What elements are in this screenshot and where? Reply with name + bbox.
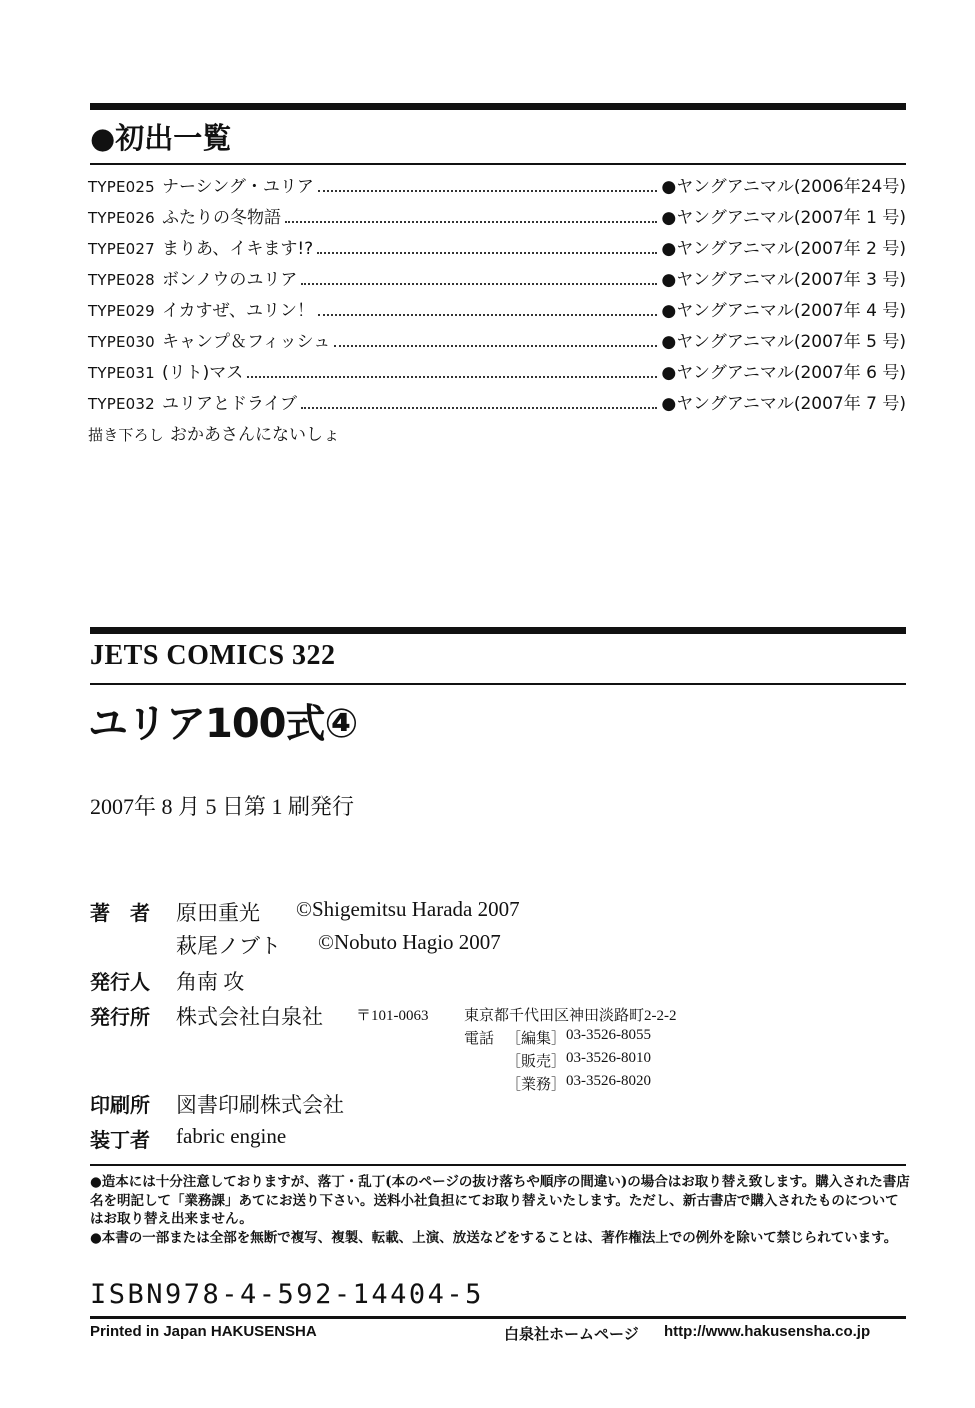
notice-paragraph: ●造本には十分注意しておりますが、落丁・乱丁(本のページの抜け落ちや順序の間違い)の場合はお取り替え致します。購入された書店名を明記して「業務課」あてにお送り下さい。送料小社負担にてお取り替えいたします。ただし、新古書店で購入されたものについてはお取り替え出来ません。	[90, 1174, 910, 1227]
list-item	[88, 265, 906, 296]
legal-notice	[90, 1173, 910, 1247]
leader-dots	[247, 375, 657, 378]
entry-title: ボンノウのユリア	[162, 270, 298, 290]
entry-number: TYPE028	[88, 271, 155, 289]
series-rule	[90, 683, 906, 685]
leader-dots	[317, 251, 657, 254]
list-item	[88, 234, 906, 265]
entry-source: ●ヤングアニマル(2007年 2 号)	[661, 239, 906, 259]
phone-number: 03-3526-8010	[566, 1050, 651, 1066]
entry-source: ●ヤングアニマル(2007年 5 号)	[661, 332, 906, 352]
footer-rule	[90, 1316, 906, 1319]
list-item	[88, 420, 906, 451]
homepage-label: 白泉社ホームページ	[504, 1325, 639, 1343]
entry-title: キャンプ＆フィッシュ	[162, 332, 331, 352]
postal-code: 〒101-0063	[356, 1008, 429, 1024]
leader-dots	[334, 344, 657, 347]
phone-number: 03-3526-8020	[566, 1073, 651, 1089]
publisher-name: 株式会社白泉社	[176, 1005, 323, 1029]
designer-label: 装丁者	[90, 1128, 150, 1152]
entry-number: TYPE025	[88, 178, 155, 196]
entry-source: ●ヤングアニマル(2007年 7 号)	[661, 394, 906, 414]
publisher-person: 角南 攻	[176, 970, 245, 994]
entry-number: TYPE032	[88, 395, 155, 413]
phone-number: 03-3526-8055	[566, 1027, 651, 1043]
entry-source: ●ヤングアニマル(2007年 1 号)	[661, 208, 906, 228]
entry-number: TYPE031	[88, 364, 155, 382]
leader-dots	[285, 220, 657, 223]
publisher-label: 発行所	[90, 1005, 150, 1029]
printed-in: Printed in Japan HAKUSENSHA	[90, 1323, 317, 1340]
book-title: ユリア100式④	[88, 701, 358, 747]
leader-dots	[318, 313, 657, 316]
list-item	[88, 203, 906, 234]
entry-number: TYPE030	[88, 333, 155, 351]
entry-title: (リト)マス	[162, 363, 244, 383]
entry-number: TYPE027	[88, 240, 155, 258]
list-item	[88, 327, 906, 358]
entry-source: ●ヤングアニマル(2007年 6 号)	[661, 363, 906, 383]
leader-dots	[301, 282, 657, 285]
first-appearance-heading: ●初出一覧	[90, 121, 232, 155]
author-name: 原田重光	[176, 901, 260, 925]
printer-name: 図書印刷株式会社	[176, 1093, 344, 1117]
entry-number: TYPE029	[88, 302, 155, 320]
publication-date: 2007年 8 月 5 日第 1 刷発行	[90, 794, 355, 819]
notice-paragraph: ●本書の一部または全部を無断で複写、複製、転載、上演、放送などをすることは、著作権法上での例外を除いて禁じられています。	[90, 1229, 898, 1246]
author-label: 著 者	[90, 901, 150, 925]
entry-title: ナーシング・ユリア	[162, 177, 314, 197]
publisher-address: 東京都千代田区神田淡路町2-2-2	[464, 1008, 677, 1024]
first-appearance-list	[88, 172, 906, 451]
entry-source: ●ヤングアニマル(2007年 3 号)	[661, 270, 906, 290]
author-name: 萩尾ノブト	[176, 934, 281, 958]
entry-number: 描き下ろし	[88, 426, 165, 444]
publisher-person-label: 発行人	[90, 970, 150, 994]
list-item	[88, 389, 906, 420]
colophon-top-rule	[90, 627, 906, 634]
entry-source: ●ヤングアニマル(2006年24号)	[661, 177, 906, 197]
entry-title: イカすぜ、ユリン！	[162, 301, 314, 321]
list-item	[88, 172, 906, 203]
phone-dept: ［編集］	[506, 1031, 567, 1047]
phone-label: 電話	[464, 1031, 495, 1047]
entry-title: まりあ、イキます!?	[162, 239, 314, 259]
top-rule	[90, 103, 906, 110]
author-copyright: ©Shigemitsu Harada 2007	[296, 897, 520, 921]
homepage-url[interactable]: http://www.hakusensha.co.jp	[664, 1323, 871, 1340]
entry-title: おかあさんにないしょ	[170, 425, 340, 445]
entry-number: TYPE026	[88, 209, 155, 227]
notice-rule	[90, 1164, 906, 1166]
entry-source: ●ヤングアニマル(2007年 4 号)	[661, 301, 906, 321]
printer-label: 印刷所	[90, 1093, 150, 1117]
leader-dots	[318, 189, 657, 192]
series-label: JETS COMICS 322	[90, 640, 336, 671]
phone-dept: ［販売］	[506, 1054, 567, 1070]
heading-rule	[90, 163, 906, 165]
phone-dept: ［業務］	[506, 1077, 567, 1093]
leader-dots	[301, 406, 657, 409]
entry-title: ユリアとドライブ	[162, 394, 297, 414]
author-copyright: ©Nobuto Hagio 2007	[318, 930, 501, 954]
entry-title: ふたりの冬物語	[162, 208, 281, 228]
list-item	[88, 358, 906, 389]
designer-name: fabric engine	[176, 1124, 287, 1148]
isbn: ISBN978-4-592-14404-5	[90, 1279, 484, 1310]
list-item	[88, 296, 906, 327]
